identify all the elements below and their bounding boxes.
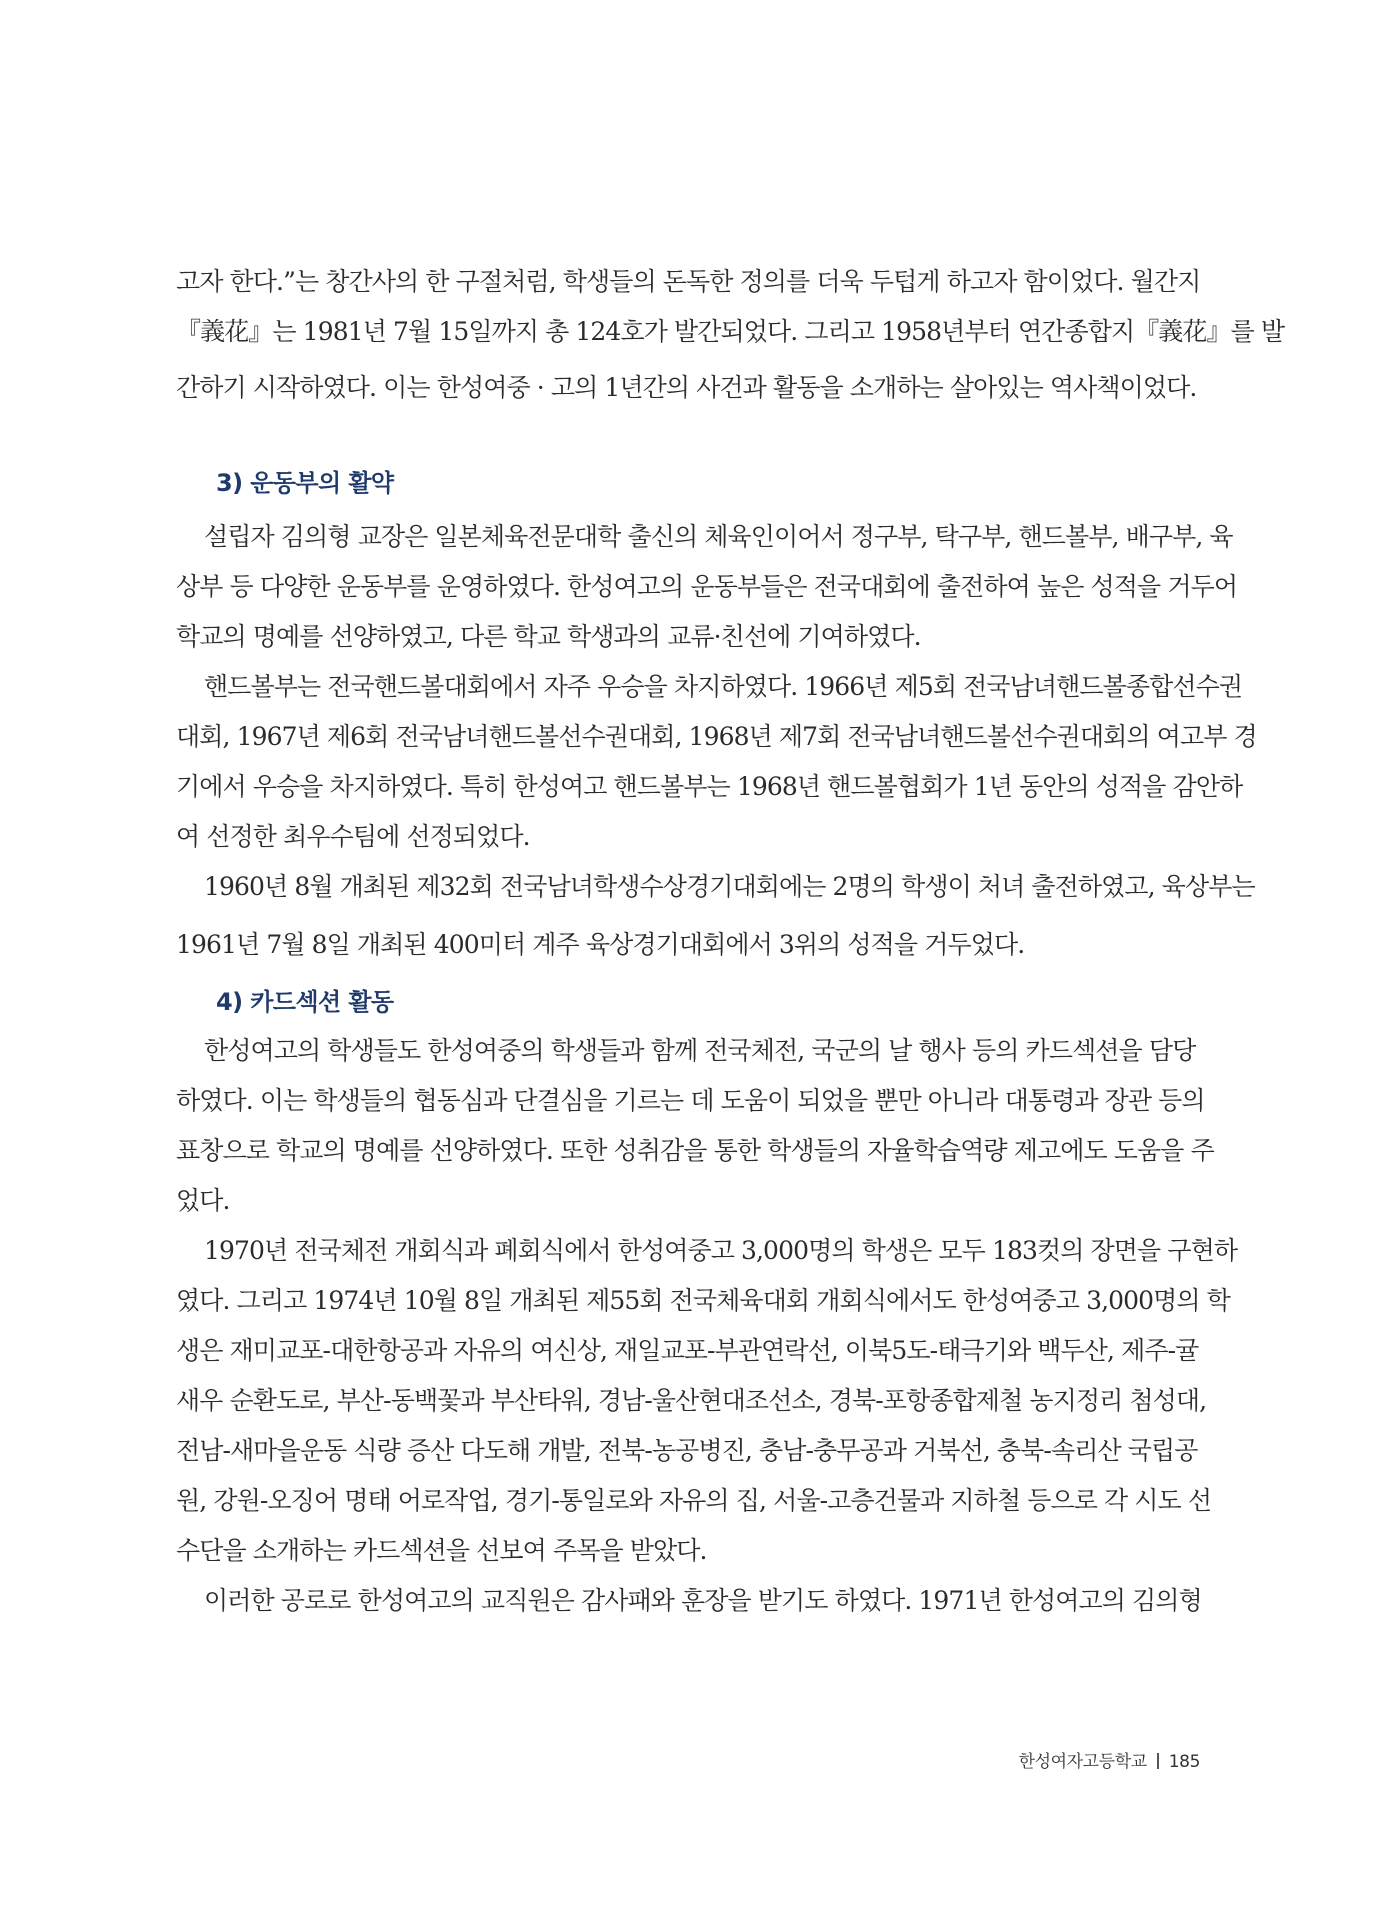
text-line: 전남-새마을운동 식량 증산 다도해 개발, 전북-농공병진, 충남-충무공과 거북선, 충북-속리산 국립공 bbox=[176, 1436, 1198, 1465]
text-line: 하였다. 이는 학생들의 협동심과 단결심을 기르는 데 도움이 되었을 뿐만 아니라 대통령과 장관 등의 bbox=[176, 1086, 1205, 1115]
text-line: 1960년 8월 개최된 제32회 전국남녀학생수상경기대회에는 2명의 학생이 처녀 출전하였고, 육상부는 bbox=[204, 872, 1255, 901]
section-heading-card-section: 4) 카드섹션 활동 bbox=[216, 988, 394, 1016]
text-line: 간하기 시작하였다. 이는 한성여중 · 고의 1년간의 사건과 활동을 소개하는 살아있는 역사책이었다. bbox=[176, 373, 1197, 402]
text-line: 『義花』는 1981년 7월 15일까지 총 124호가 발간되었다. 그리고 1958년부터 연간종합지『義花』를 발 bbox=[176, 317, 1285, 346]
text-line: 였다. 그리고 1974년 10월 8일 개최된 제55회 전국체육대회 개회식에서도 한성여중고 3,000명의 학 bbox=[176, 1286, 1230, 1315]
text-line: 었다. bbox=[176, 1186, 230, 1215]
footer-divider bbox=[1157, 1753, 1159, 1769]
text-line: 설립자 김의형 교장은 일본체육전문대학 출신의 체육인이어서 정구부, 탁구부, 핸드볼부, 배구부, 육 bbox=[204, 522, 1233, 551]
text-line: 원, 강원-오징어 명태 어로작업, 경기-통일로와 자유의 집, 서울-고층건물과 지하철 등으로 각 시도 선 bbox=[176, 1486, 1212, 1515]
text-line: 핸드볼부는 전국핸드볼대회에서 자주 우승을 차지하였다. 1966년 제5회 전국남녀핸드볼종합선수권 bbox=[204, 672, 1243, 701]
text-line: 표창으로 학교의 명예를 선양하였다. 또한 성취감을 통한 학생들의 자율학습역량 제고에도 도움을 주 bbox=[176, 1136, 1214, 1165]
text-line: 생은 재미교포-대한항공과 자유의 여신상, 재일교포-부관연락선, 이북5도-태극기와 백두산, 제주-귤 bbox=[176, 1336, 1199, 1365]
text-line: 상부 등 다양한 운동부를 운영하였다. 한성여고의 운동부들은 전국대회에 출전하여 높은 성적을 거두어 bbox=[176, 572, 1238, 601]
text-line: 수단을 소개하는 카드섹션을 선보여 주목을 받았다. bbox=[176, 1536, 707, 1565]
section-sports-body bbox=[176, 512, 1257, 970]
section-card-section-body bbox=[176, 1026, 1238, 1626]
text-line: 여 선정한 최우수팀에 선정되었다. bbox=[176, 822, 530, 851]
text-line: 대회, 1967년 제6회 전국남녀핸드볼선수권대회, 1968년 제7회 전국남녀핸드볼선수권대회의 여고부 경 bbox=[176, 722, 1257, 751]
footer-school-name: 한성여자고등학교 bbox=[1018, 1752, 1147, 1772]
text-line: 1961년 7월 8일 개최된 400미터 계주 육상경기대회에서 3위의 성적을 거두었다. bbox=[176, 930, 1025, 959]
intro-paragraph bbox=[176, 257, 1285, 413]
text-line: 한성여고의 학생들도 한성여중의 학생들과 함께 전국체전, 국군의 날 행사 등의 카드섹션을 담당 bbox=[204, 1036, 1196, 1065]
text-line: 학교의 명예를 선양하였고, 다른 학교 학생과의 교류·친선에 기여하였다. bbox=[176, 622, 921, 651]
text-line: 고자 한다.”는 창간사의 한 구절처럼, 학생들의 돈독한 정의를 더욱 두텁게 하고자 함이었다. 월간지 bbox=[176, 267, 1201, 296]
section-heading-sports: 3) 운동부의 활약 bbox=[216, 469, 394, 497]
text-line: 기에서 우승을 차지하였다. 특히 한성여고 핸드볼부는 1968년 핸드볼협회가 1년 동안의 성적을 감안하 bbox=[176, 772, 1243, 801]
page-number: 185 bbox=[1168, 1752, 1200, 1772]
text-line: 이러한 공로로 한성여고의 교직원은 감사패와 훈장을 받기도 하였다. 1971년 한성여고의 김의형 bbox=[204, 1586, 1202, 1615]
text-line: 새우 순환도로, 부산-동백꽃과 부산타워, 경남-울산현대조선소, 경북-포항종합제철 농지정리 첨성대, bbox=[176, 1386, 1207, 1415]
page-footer bbox=[1019, 1747, 1200, 1772]
text-line: 1970년 전국체전 개회식과 폐회식에서 한성여중고 3,000명의 학생은 모두 183컷의 장면을 구현하 bbox=[204, 1236, 1238, 1265]
